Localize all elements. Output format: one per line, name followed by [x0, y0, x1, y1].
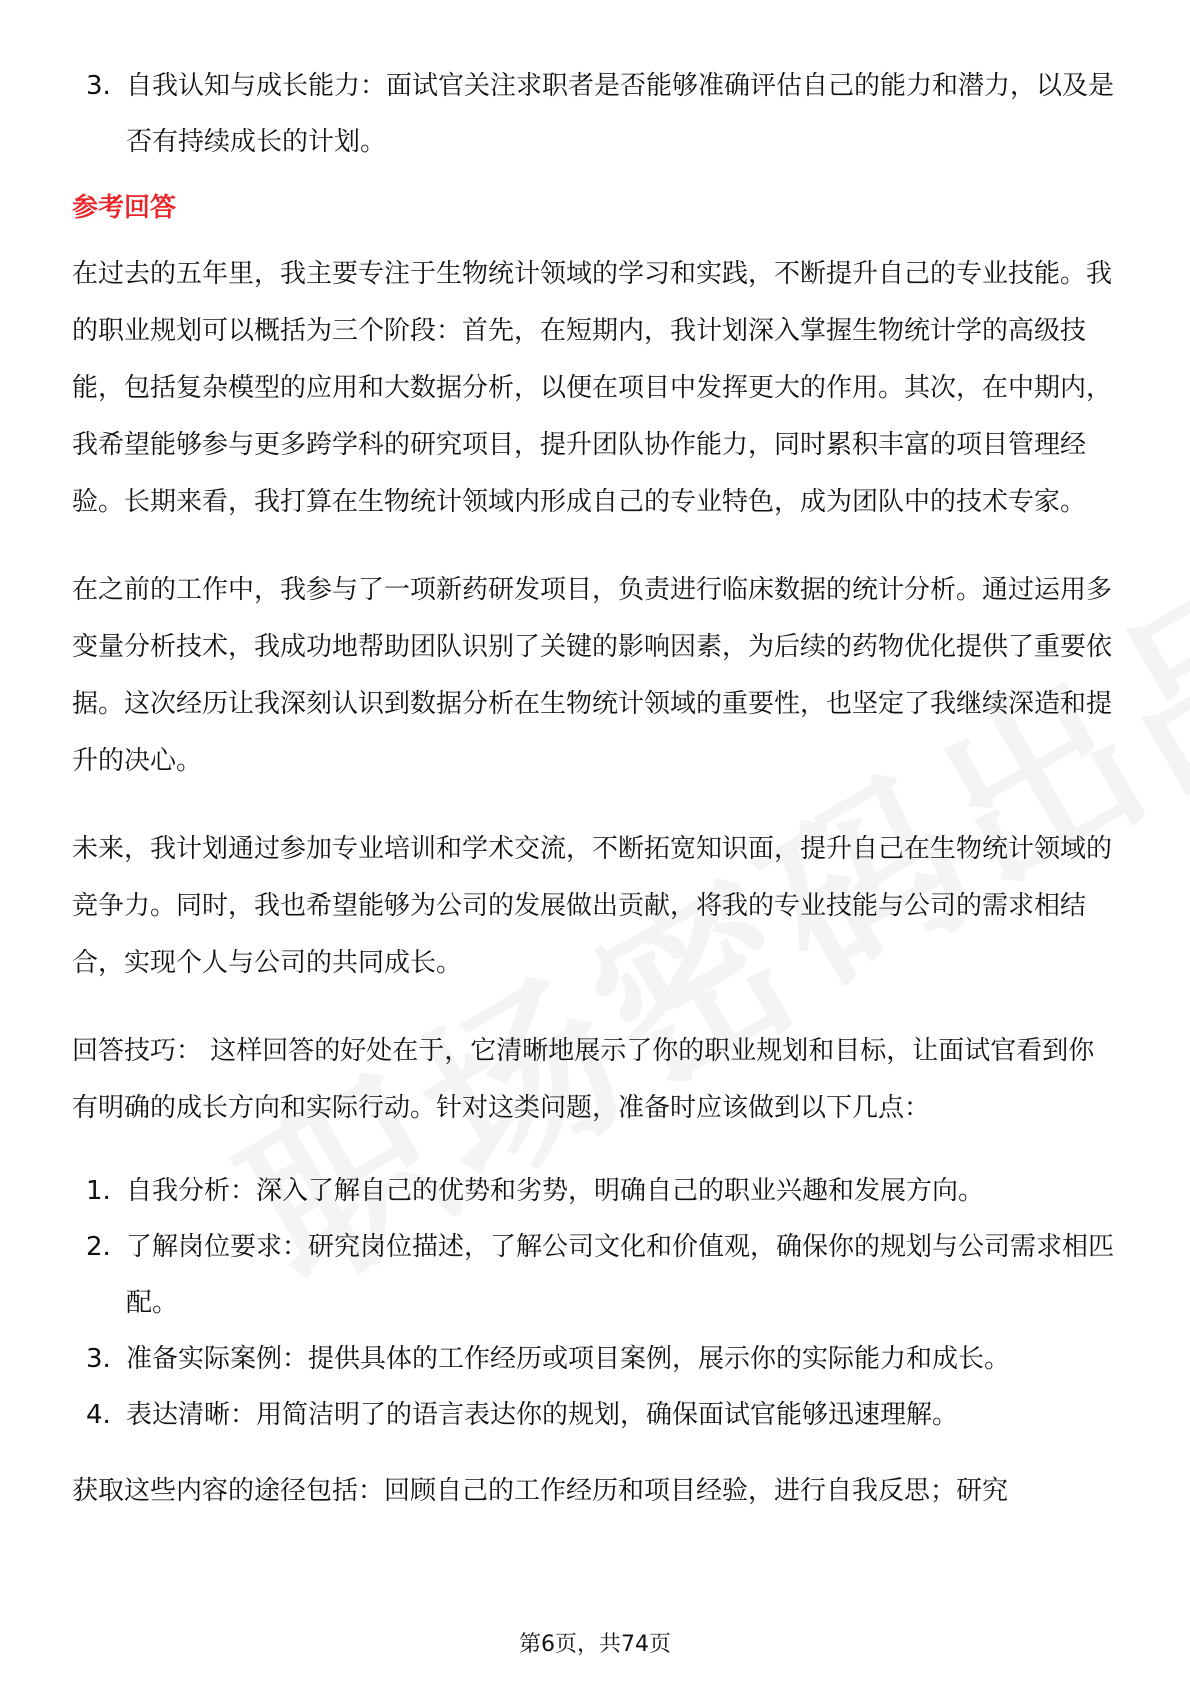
list-item-text: 自我认知与成长能力：面试官关注求职者是否能够准确评估自己的能力和潜力，以及是否有持续成长的计划。 [126, 71, 1115, 157]
page-number-footer: 第6页，共74页 [519, 1632, 671, 1657]
paragraph-sources: 获取这些内容的途径包括：回顾自己的工作经历和项目经验，进行自我反思；研究 [72, 1476, 1009, 1506]
paragraph-answer-tips: 回答技巧： 这样回答的好处在于，它清晰地展示了你的职业规划和目标，让面试官看到你有明确的成长方向和实际行动。针对这类问题，准备时应该做到以下几点： [72, 1036, 1095, 1123]
paragraph-career-plan: 在过去的五年里，我主要专注于生物统计领域的学习和实践，不断提升自己的专业技能。我的职业规划可以概括为三个阶段：首先，在短期内，我计划深入掌握生物统计学的高级技能，包括复杂模型的应用和大数据分析，以便在项目中发挥更大的作用。其次，在中期内，我希望能够参与更多跨学科的研究项目，提升团队协作能力，同时累积丰富的项目管理经验。长期来看，我打算在生物统计领域内形成自己的专业特色，成为团队中的技术专家。 [72, 259, 1113, 517]
list-item-text: 表达清晰：用简洁明了的语言表达你的规划，确保面试官能够迅速理解。 [126, 1400, 959, 1430]
list-item [72, 1331, 1117, 1387]
list-item-number: 4. [86, 1400, 111, 1430]
list-item-number: 3. [86, 71, 111, 101]
list-item-text: 准备实际案例：提供具体的工作经历或项目案例，展示你的实际能力和成长。 [126, 1344, 1011, 1374]
list-item-number: 3. [86, 1344, 111, 1374]
paragraph-future: 未来，我计划通过参加专业培训和学术交流，不断拓宽知识面，提升自己在生物统计领域的竞争力。同时，我也希望能够为公司的发展做出贡献，将我的专业技能与公司的需求相结合，实现个人与公司的共同成长。 [72, 834, 1113, 978]
tips-numbered-list [72, 1163, 1117, 1443]
list-item-text: 自我分析：深入了解自己的优势和劣势，明确自己的职业兴趣和发展方向。 [126, 1176, 985, 1206]
page-content [72, 58, 1117, 1520]
list-item [72, 58, 1117, 170]
list-item [72, 1163, 1117, 1219]
list-item [72, 1219, 1117, 1331]
list-item-number: 2. [86, 1232, 111, 1262]
list-item-number: 1. [86, 1176, 111, 1206]
list-item [72, 1387, 1117, 1443]
paragraph-past-work: 在之前的工作中，我参与了一项新药研发项目，负责进行临床数据的统计分析。通过运用多变量分析技术，我成功地帮助团队识别了关键的影响因素，为后续的药物优化提供了重要依据。这次经历让我深刻认识到数据分析在生物统计领域的重要性，也坚定了我继续深造和提升的决心。 [72, 575, 1113, 776]
top-numbered-list [72, 58, 1117, 170]
section-heading: 参考回答 [72, 193, 177, 223]
list-item-text: 了解岗位要求：研究岗位描述，了解公司文化和价值观，确保你的规划与公司需求相匹配。 [126, 1232, 1115, 1318]
